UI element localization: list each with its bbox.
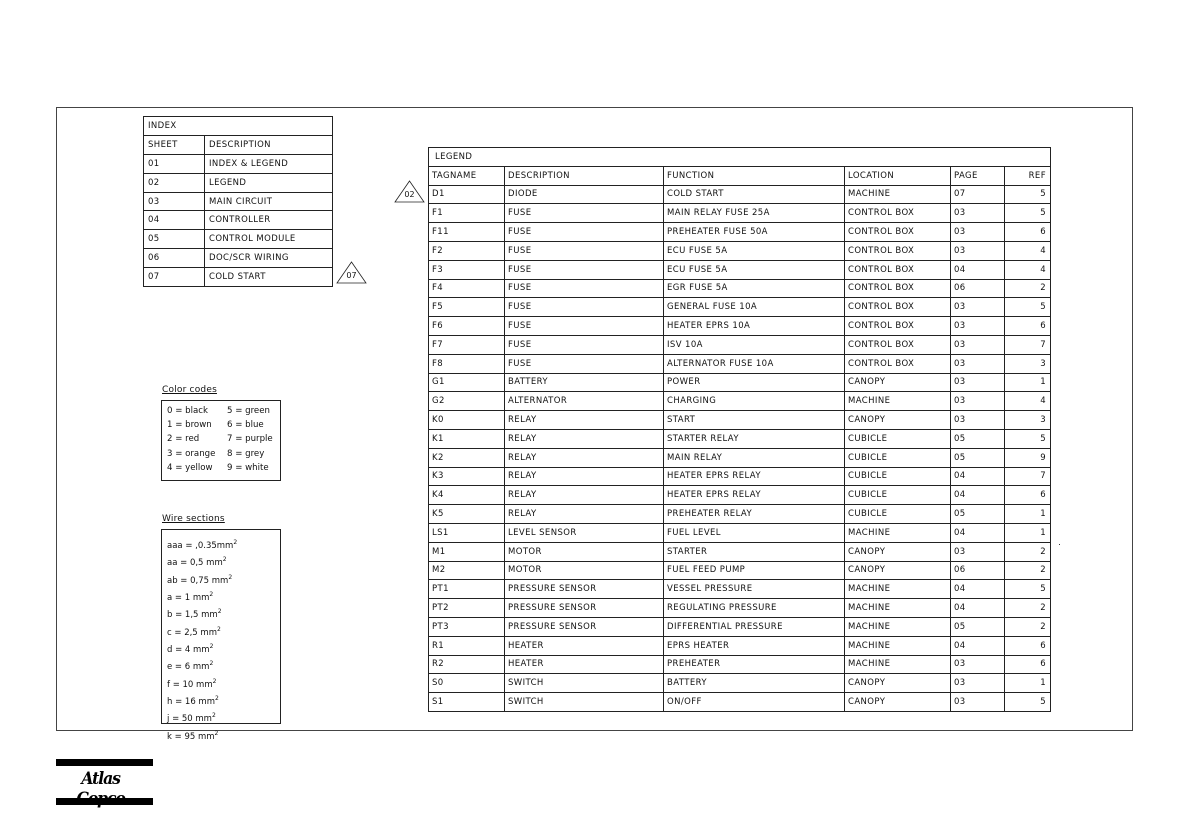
legend-cell-ref: 6 [1005,486,1051,505]
legend-cell-tagname: PT3 [429,617,505,636]
legend-row [429,335,1051,354]
legend-cell-ref: 7 [1005,335,1051,354]
legend-cell-description: RELAY [505,448,664,467]
legend-cell-description: FUSE [505,279,664,298]
legend-cell-location: CUBICLE [845,486,951,505]
index-title-row [144,117,333,136]
legend-cell-ref: 5 [1005,204,1051,223]
legend-cell-location: MACHINE [845,185,951,204]
wire-section-text: b = 1,5 mm [167,610,218,621]
wire-section-exponent: 2 [212,677,217,685]
legend-header-function: FUNCTION [664,166,845,185]
legend-cell-ref: 3 [1005,411,1051,430]
wire-section-exponent: 2 [217,608,222,616]
wire-section-exponent: 2 [228,573,233,581]
legend-cell-tagname: K0 [429,411,505,430]
legend-cell-tagname: F7 [429,335,505,354]
legend-row [429,317,1051,336]
atlas-copco-logo [56,759,153,805]
legend-cell-location: MACHINE [845,523,951,542]
legend-cell-function: EGR FUSE 5A [664,279,845,298]
legend-cell-location: MACHINE [845,392,951,411]
logo-top-bar [56,759,153,766]
legend-cell-ref: 7 [1005,467,1051,486]
index-row [144,230,333,249]
wire-section-item [167,571,275,588]
wire-section-text: a = 1 mm [167,592,210,603]
wire-section-exponent: 2 [209,642,214,650]
color-codes-box [161,400,281,481]
index-revision-marker [336,261,367,284]
wire-sections-title: Wire sections [162,514,225,524]
index-cell-sheet: 06 [144,249,205,268]
legend-cell-tagname: PT1 [429,580,505,599]
color-code-item: 0 = black [167,406,208,416]
color-code-item: 1 = brown [167,420,212,431]
wire-section-item [167,692,275,709]
legend-cell-page: 03 [951,392,1005,411]
legend-cell-page: 03 [951,655,1005,674]
legend-cell-function: ECU FUSE 5A [664,260,845,279]
color-code-item: 4 = yellow [167,462,213,473]
legend-row [429,223,1051,242]
legend-cell-location: CONTROL BOX [845,241,951,260]
legend-cell-ref: 4 [1005,241,1051,260]
legend-cell-description: FUSE [505,335,664,354]
index-title: INDEX [144,117,333,136]
legend-revision-label: 02 [404,190,415,199]
legend-row [429,486,1051,505]
legend-cell-description: PRESSURE SENSOR [505,580,664,599]
legend-cell-location: CONTROL BOX [845,279,951,298]
legend-cell-tagname: G2 [429,392,505,411]
legend-row [429,561,1051,580]
legend-cell-tagname: K1 [429,429,505,448]
index-revision-label: 07 [346,271,357,280]
legend-cell-description: RELAY [505,411,664,430]
legend-cell-description: RELAY [505,429,664,448]
legend-row [429,617,1051,636]
legend-cell-function: PREHEATER [664,655,845,674]
legend-cell-description: FUSE [505,317,664,336]
legend-cell-page: 05 [951,429,1005,448]
legend-cell-page: 03 [951,204,1005,223]
legend-cell-description: PRESSURE SENSOR [505,617,664,636]
legend-cell-location: CANOPY [845,561,951,580]
legend-cell-description: FUSE [505,260,664,279]
legend-cell-tagname: M2 [429,561,505,580]
legend-cell-page: 03 [951,317,1005,336]
wire-section-exponent: 2 [214,729,219,737]
wire-section-text: aaa = ,0.35mm [167,540,234,551]
legend-cell-description: FUSE [505,298,664,317]
index-row [144,173,333,192]
color-codes-title: Color codes [162,385,217,395]
index-row [144,154,333,173]
legend-cell-tagname: G1 [429,373,505,392]
legend-cell-ref: 6 [1005,636,1051,655]
index-row [144,211,333,230]
legend-cell-tagname: LS1 [429,523,505,542]
legend-cell-function: ISV 10A [664,335,845,354]
color-code-item: 6 = blue [227,420,264,431]
legend-cell-description: RELAY [505,467,664,486]
legend-cell-function: PREHEATER FUSE 50A [664,223,845,242]
legend-cell-page: 04 [951,467,1005,486]
legend-cell-location: CONTROL BOX [845,354,951,373]
legend-title-row [429,148,1051,167]
legend-cell-description: FUSE [505,204,664,223]
legend-cell-location: MACHINE [845,617,951,636]
legend-cell-ref: 6 [1005,317,1051,336]
legend-cell-description: LEVEL SENSOR [505,523,664,542]
index-cell-sheet: 01 [144,154,205,173]
legend-table [428,147,1051,712]
legend-cell-ref: 4 [1005,260,1051,279]
legend-cell-page: 05 [951,448,1005,467]
legend-cell-tagname: K3 [429,467,505,486]
legend-row [429,411,1051,430]
legend-cell-page: 04 [951,580,1005,599]
index-row [144,268,333,287]
legend-cell-location: CUBICLE [845,505,951,524]
legend-cell-tagname: F6 [429,317,505,336]
wire-section-item [167,605,275,622]
legend-cell-location: CUBICLE [845,467,951,486]
legend-cell-page: 03 [951,693,1005,712]
stray-mark [1059,544,1060,545]
legend-cell-ref: 1 [1005,523,1051,542]
legend-title: LEGEND [429,148,1051,167]
legend-cell-ref: 5 [1005,298,1051,317]
legend-cell-tagname: F1 [429,204,505,223]
legend-cell-tagname: D1 [429,185,505,204]
wire-section-exponent: 2 [222,556,227,564]
legend-cell-page: 03 [951,354,1005,373]
legend-cell-ref: 1 [1005,505,1051,524]
legend-cell-ref: 5 [1005,580,1051,599]
index-row [144,192,333,211]
wire-section-exponent: 2 [233,539,238,546]
legend-cell-ref: 6 [1005,655,1051,674]
legend-cell-page: 04 [951,523,1005,542]
legend-cell-location: CONTROL BOX [845,223,951,242]
legend-cell-function: COLD START [664,185,845,204]
wire-section-text: ab = 0,75 mm [167,575,229,586]
legend-cell-function: MAIN RELAY FUSE 25A [664,204,845,223]
legend-cell-function: POWER [664,373,845,392]
legend-cell-location: MACHINE [845,580,951,599]
legend-header-page: PAGE [951,166,1005,185]
legend-cell-ref: 2 [1005,617,1051,636]
legend-cell-tagname: F3 [429,260,505,279]
legend-cell-location: CANOPY [845,674,951,693]
legend-cell-location: MACHINE [845,636,951,655]
wire-section-text: h = 16 mm [167,696,215,707]
wire-section-item [167,623,275,640]
index-cell-description: COLD START [205,268,333,287]
legend-header-tagname: TAGNAME [429,166,505,185]
wire-section-item [167,675,275,692]
legend-cell-page: 05 [951,617,1005,636]
index-cell-sheet: 02 [144,173,205,192]
legend-cell-function: HEATER EPRS RELAY [664,467,845,486]
logo-wordmark: Atlas [81,769,120,789]
legend-row [429,354,1051,373]
legend-cell-description: FUSE [505,241,664,260]
index-header-row [144,135,333,154]
legend-cell-location: CUBICLE [845,429,951,448]
legend-cell-tagname: F8 [429,354,505,373]
legend-cell-tagname: F5 [429,298,505,317]
legend-cell-description: HEATER [505,636,664,655]
legend-row [429,298,1051,317]
wire-section-text: j = 50 mm [167,714,212,725]
legend-row [429,693,1051,712]
legend-row [429,279,1051,298]
legend-cell-function: EPRS HEATER [664,636,845,655]
legend-cell-function: STARTER [664,542,845,561]
legend-row [429,467,1051,486]
legend-row [429,523,1051,542]
legend-cell-page: 04 [951,636,1005,655]
legend-header-location: LOCATION [845,166,951,185]
legend-cell-tagname: R1 [429,636,505,655]
legend-row [429,542,1051,561]
wire-section-text: e = 6 mm [167,662,210,673]
wire-section-text: aa = 0,5 mm [167,558,223,569]
legend-cell-description: BATTERY [505,373,664,392]
legend-row [429,580,1051,599]
legend-row [429,204,1051,223]
legend-cell-description: MOTOR [505,561,664,580]
legend-cell-description: FUSE [505,223,664,242]
legend-cell-ref: 2 [1005,561,1051,580]
legend-cell-tagname: F2 [429,241,505,260]
legend-cell-page: 03 [951,335,1005,354]
legend-cell-ref: 5 [1005,185,1051,204]
legend-cell-page: 06 [951,279,1005,298]
legend-cell-page: 04 [951,260,1005,279]
legend-cell-ref: 5 [1005,693,1051,712]
index-table [143,116,333,287]
legend-cell-location: CONTROL BOX [845,335,951,354]
index-header-description: DESCRIPTION [205,135,333,154]
legend-cell-function: ALTERNATOR FUSE 10A [664,354,845,373]
legend-cell-description: ALTERNATOR [505,392,664,411]
legend-cell-page: 03 [951,298,1005,317]
legend-row [429,373,1051,392]
legend-cell-page: 03 [951,373,1005,392]
legend-cell-tagname: S1 [429,693,505,712]
legend-cell-page: 03 [951,411,1005,430]
legend-cell-description: FUSE [505,354,664,373]
legend-cell-ref: 2 [1005,599,1051,618]
legend-header-description: DESCRIPTION [505,166,664,185]
legend-cell-page: 07 [951,185,1005,204]
legend-cell-ref: 2 [1005,542,1051,561]
legend-cell-tagname: F4 [429,279,505,298]
wire-section-item [167,727,275,744]
legend-cell-tagname: F11 [429,223,505,242]
legend-cell-page: 03 [951,542,1005,561]
legend-cell-function: GENERAL FUSE 10A [664,298,845,317]
index-cell-description: INDEX & LEGEND [205,154,333,173]
color-code-item: 3 = orange [167,448,216,459]
legend-cell-page: 03 [951,223,1005,242]
legend-header-row [429,166,1051,185]
legend-cell-function: DIFFERENTIAL PRESSURE [664,617,845,636]
wire-section-item [167,536,275,553]
legend-cell-ref: 5 [1005,429,1051,448]
legend-cell-function: HEATER EPRS 10A [664,317,845,336]
legend-cell-description: SWITCH [505,674,664,693]
index-cell-sheet: 04 [144,211,205,230]
legend-cell-tagname: S0 [429,674,505,693]
legend-row [429,260,1051,279]
logo-bottom-bar [56,798,153,805]
wire-sections-box [161,529,281,742]
wire-section-exponent: 2 [211,712,216,720]
wire-section-exponent: 2 [216,625,221,633]
index-cell-sheet: 07 [144,268,205,287]
legend-row [429,599,1051,618]
legend-cell-location: MACHINE [845,655,951,674]
legend-row [429,505,1051,524]
legend-cell-location: CANOPY [845,411,951,430]
wire-section-item [167,657,275,674]
legend-cell-location: CANOPY [845,693,951,712]
color-code-item: 5 = green [227,406,270,416]
legend-cell-tagname: K2 [429,448,505,467]
legend-cell-page: 05 [951,505,1005,524]
legend-cell-function: CHARGING [664,392,845,411]
color-code-item: 9 = white [227,462,269,473]
wire-section-text: d = 4 mm [167,644,210,655]
legend-cell-function: PREHEATER RELAY [664,505,845,524]
index-cell-sheet: 03 [144,192,205,211]
legend-cell-location: CONTROL BOX [845,317,951,336]
wire-section-text: f = 10 mm [167,679,213,690]
legend-cell-page: 04 [951,599,1005,618]
legend-row [429,429,1051,448]
legend-cell-description: RELAY [505,486,664,505]
index-cell-sheet: 05 [144,230,205,249]
legend-row [429,241,1051,260]
legend-cell-function: STARTER RELAY [664,429,845,448]
legend-cell-function: ON/OFF [664,693,845,712]
legend-cell-description: SWITCH [505,693,664,712]
legend-cell-function: START [664,411,845,430]
legend-cell-location: CONTROL BOX [845,260,951,279]
legend-cell-ref: 2 [1005,279,1051,298]
wire-section-item [167,709,275,726]
wire-section-text: k = 95 mm [167,731,215,742]
index-cell-description: CONTROLLER [205,211,333,230]
legend-row [429,392,1051,411]
legend-cell-page: 03 [951,674,1005,693]
legend-cell-function: MAIN RELAY [664,448,845,467]
wire-section-exponent: 2 [209,590,214,598]
legend-cell-ref: 9 [1005,448,1051,467]
legend-cell-function: HEATER EPRS RELAY [664,486,845,505]
legend-cell-tagname: R2 [429,655,505,674]
index-cell-description: LEGEND [205,173,333,192]
legend-row [429,185,1051,204]
legend-cell-location: MACHINE [845,599,951,618]
wire-section-item [167,553,275,570]
legend-cell-tagname: K5 [429,505,505,524]
legend-cell-tagname: K4 [429,486,505,505]
color-code-item: 2 = red [167,434,200,445]
legend-row [429,674,1051,693]
legend-cell-function: VESSEL PRESSURE [664,580,845,599]
index-header-sheet: SHEET [144,135,205,154]
legend-revision-marker [394,180,425,203]
color-code-item: 8 = grey [227,448,265,459]
legend-cell-ref: 3 [1005,354,1051,373]
legend-header-ref: REF [1005,166,1051,185]
legend-cell-function: ECU FUSE 5A [664,241,845,260]
legend-cell-ref: 1 [1005,674,1051,693]
legend-cell-page: 04 [951,486,1005,505]
legend-cell-ref: 1 [1005,373,1051,392]
wire-section-exponent: 2 [215,694,219,702]
legend-cell-function: REGULATING PRESSURE [664,599,845,618]
legend-cell-ref: 6 [1005,223,1051,242]
legend-cell-description: PRESSURE SENSOR [505,599,664,618]
legend-cell-location: CONTROL BOX [845,204,951,223]
legend-cell-function: BATTERY [664,674,845,693]
legend-cell-page: 06 [951,561,1005,580]
color-code-item: 7 = purple [227,434,273,445]
legend-cell-ref: 4 [1005,392,1051,411]
legend-cell-tagname: PT2 [429,599,505,618]
legend-cell-location: CUBICLE [845,448,951,467]
wire-section-text: c = 2,5 mm [167,627,217,638]
index-cell-description: MAIN CIRCUIT [205,192,333,211]
legend-cell-function: FUEL LEVEL [664,523,845,542]
legend-row [429,636,1051,655]
legend-cell-description: MOTOR [505,542,664,561]
legend-cell-tagname: M1 [429,542,505,561]
index-row [144,249,333,268]
index-cell-description: CONTROL MODULE [205,230,333,249]
legend-row [429,655,1051,674]
legend-cell-function: FUEL FEED PUMP [664,561,845,580]
wire-section-exponent: 2 [209,660,214,668]
legend-cell-page: 03 [951,241,1005,260]
legend-cell-location: CANOPY [845,373,951,392]
legend-cell-description: DIODE [505,185,664,204]
legend-cell-description: RELAY [505,505,664,524]
legend-cell-location: CANOPY [845,542,951,561]
wire-section-item [167,588,275,605]
legend-cell-location: CONTROL BOX [845,298,951,317]
index-cell-description: DOC/SCR WIRING [205,249,333,268]
legend-row [429,448,1051,467]
wire-section-item [167,640,275,657]
legend-cell-description: HEATER [505,655,664,674]
